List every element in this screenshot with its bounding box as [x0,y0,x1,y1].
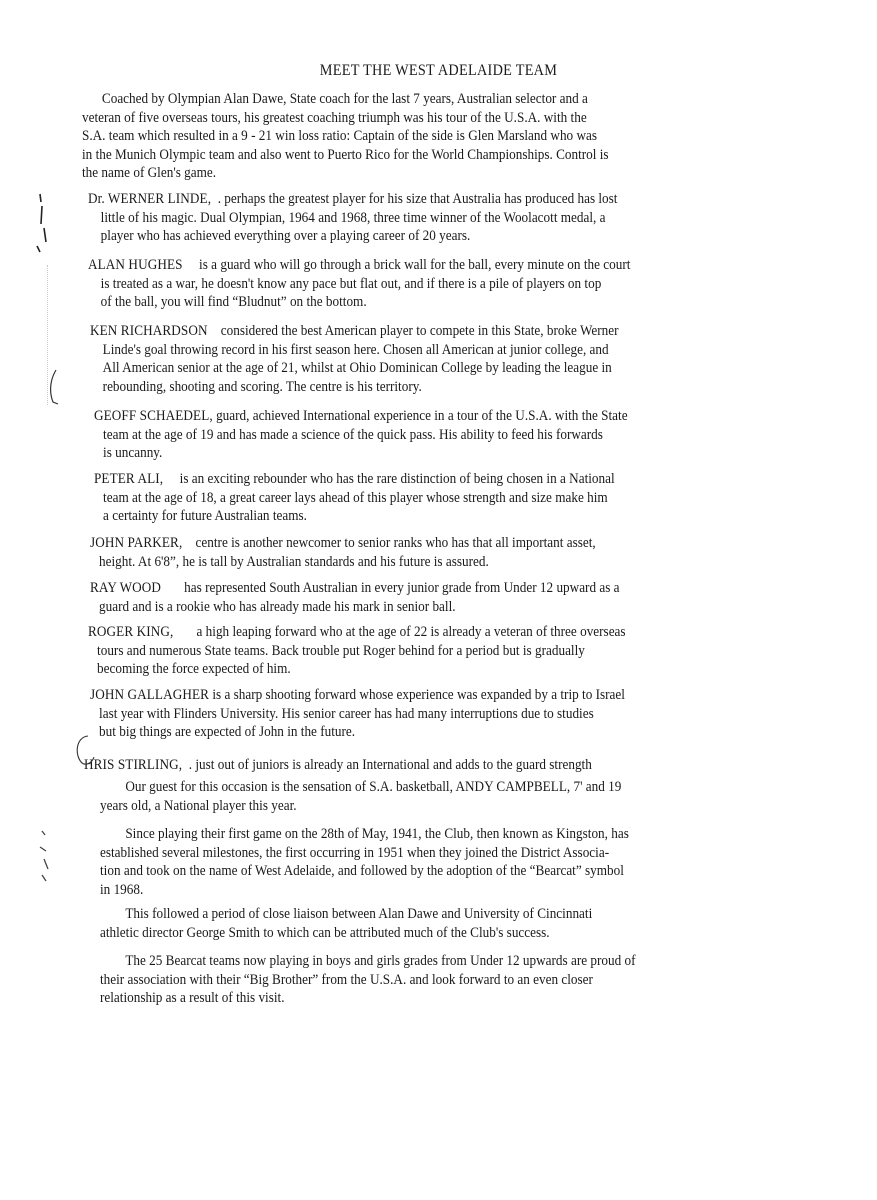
player-text: guard, achieved International experience in a tour of the U.S.A. with the State [216,408,628,424]
player-text: team at the age of 18, a great career lays ahead of this player whose strength and size make him [103,489,608,506]
closing-line: Since playing their first game on the 28th of May, 1941, the Club, then known as Kingston, has [125,826,629,842]
player-name: JOHN GALLAGHER [90,687,210,703]
player-name: Dr. WERNER LINDE, [88,191,212,207]
player-text: but big things are expected of John in the future. [99,724,356,741]
player-name: RAY WOOD [90,580,162,596]
player-text: a certainty for future Australian teams. [103,508,307,525]
closing-line: years old, a National player this year. [100,797,297,814]
player-text: rebounding, shooting and scoring. The centre is his territory. [102,378,422,395]
intro-line: in the Munich Olympic team and also went to Puerto Rico for the World Championships. Control is [82,146,609,163]
player-text: centre is another newcomer to senior ranks who has that all important asset, [195,535,596,551]
player-text: last year with Flinders University. His senior career has had many interruptions due to studies [99,705,594,722]
intro-line: Coached by Olympian Alan Dawe, State coach for the last 7 years, Australian selector and a [101,91,588,107]
intro-line: the name of Glen's game. [82,165,217,182]
player-entry [94,407,628,463]
player-entry [90,534,596,571]
player-text: is a sharp shooting forward whose experience was expanded by a trip to Israel [212,687,625,703]
player-name: GEOFF SCHAEDEL, [94,408,213,424]
margin-circle-mark [72,733,100,769]
player-text: is uncanny. [103,445,163,462]
player-text: Linde's goal throwing record in his first season here. Chosen all American at junior college, and [102,341,609,358]
player-text: becoming the force expected of him. [97,661,291,678]
closing-line: their association with their “Big Brother” from the U.S.A. and look forward to an even closer [100,971,593,988]
player-entry [88,256,630,312]
closing-line: relationship as a result of this visit. [100,990,285,1007]
margin-bracket-mark [46,368,62,408]
intro-line: veteran of five overseas tours, his greatest coaching triumph was his tour of the U.S.A. with the [82,109,587,126]
closing-line: The 25 Bearcat teams now playing in boys and girls grades from Under 12 upwards are proud of [125,953,636,969]
closing-line: established several milestones, the first occurring in 1951 when they joined the District Associa- [100,844,610,861]
intro-paragraph [82,90,609,183]
closing-paragraph [100,778,621,815]
player-text: of the ball, you will find “Bludnut” on the bottom. [100,294,367,311]
player-text: guard and is a rookie who has already made his mark in senior ball. [99,598,456,615]
player-entry [84,756,592,775]
closing-line: athletic director George Smith to which can be attributed much of the Club's success. [100,924,550,941]
player-text: tours and numerous State teams. Back trouble put Roger behind for a period but is gradually [97,642,585,659]
margin-speckle-mark [36,825,58,885]
player-name: KEN RICHARDSON [90,323,208,339]
player-name: ROGER KING, [88,624,174,640]
player-entry [90,322,619,396]
player-entry [90,686,625,742]
document-title: MEET THE WEST ADELAIDE TEAM [319,62,558,79]
player-entry [90,579,620,616]
player-name: JOHN PARKER, [90,535,183,551]
player-text: considered the best American player to compete in this State, broke Werner [220,323,619,339]
player-text: is treated as a war, he doesn't know any pace but flat out, and if there is a pile of players on top [100,275,602,292]
player-text: a high leaping forward who at the age of 22 is already a veteran of three overseas [196,624,626,640]
closing-line: This followed a period of close liaison between Alan Dawe and University of Cincinnati [125,906,593,922]
player-text: player who has achieved everything over a playing career of 20 years. [100,228,471,245]
player-name: PETER ALI, [94,471,164,487]
player-text: All American senior at the age of 21, whilst at Ohio Dominican College by leading the league in [102,360,612,377]
player-entry [88,190,617,246]
closing-line: in 1968. [100,881,144,898]
player-text: is a guard who will go through a brick wall for the ball, every minute on the court [199,257,631,273]
player-text: team at the age of 19 and has made a science of the quick pass. His ability to feed his forwards [103,426,603,443]
player-text: height. At 6'8”, he is tall by Australian standards and his future is assured. [99,553,489,570]
closing-paragraph [100,952,636,1008]
closing-line: Our guest for this occasion is the sensation of S.A. basketball, ANDY CAMPBELL, 7' and 19 [125,779,622,795]
player-name: ALAN HUGHES [88,257,183,273]
player-text: has represented South Australian in every junior grade from Under 12 upward as a [184,580,620,596]
player-text: is an exciting rebounder who has the rare distinction of being chosen in a National [179,471,615,487]
closing-paragraph [100,825,629,899]
intro-line: S.A. team which resulted in a 9 - 21 win loss ratio: Captain of the side is Glen Marsland who was [82,128,598,145]
closing-line: tion and took on the name of West Adelaide, and followed by the adoption of the “Bearcat” symbol [100,863,624,880]
player-name: HRIS STIRLING, [84,757,183,773]
player-text: . just out of juniors is already an International and adds to the guard strength [188,757,592,773]
player-text: . perhaps the greatest player for his size that Australia has produced has lost [217,191,618,207]
closing-paragraph [100,905,592,942]
player-entry [88,623,626,679]
player-text: little of his magic. Dual Olympian, 1964 and 1968, three time winner of the Woolacott medal, a [100,209,606,226]
player-entry [94,470,615,526]
margin-ink-mark [34,190,54,256]
